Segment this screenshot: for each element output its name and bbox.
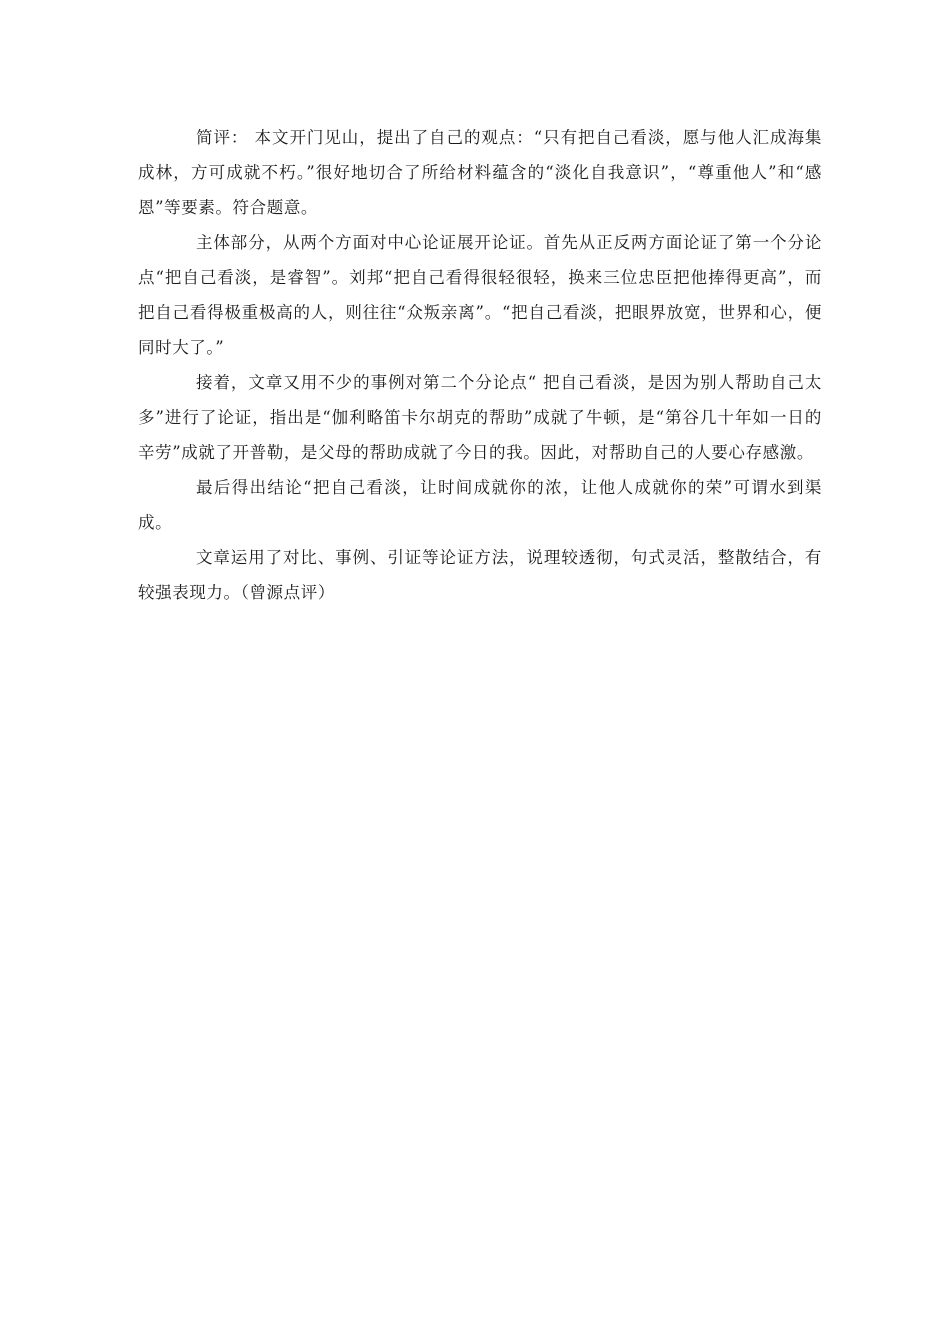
paragraph-conclusion: 最后得出结论“把自己看淡，让时间成就你的浓，让他人成就你的荣”可谓水到渠成。 [138, 478, 822, 532]
commentary-text [138, 120, 822, 610]
paragraph-second-point: 接着，文章又用不少的事例对第二个分论点“ 把自己看淡，是因为别人帮助自己太多”进行了论证，指出是“伽利略笛卡尔胡克的帮助”成就了牛顿，是“第谷几十年如一日的辛劳”成就了开普勒，是父母的帮助成就了今日的我。因此，对帮助自己的人要心存感激。 [138, 373, 822, 462]
paragraph-methods: 文章运用了对比、事例、引证等论证方法，说理较透彻，句式灵活，整散结合，有较强表现力。（曾源点评） [138, 548, 822, 602]
paragraph-main-body: 主体部分，从两个方面对中心论证展开论证。首先从正反两方面论证了第一个分论点“把自己看淡，是睿智”。刘邦“把自己看得很轻很轻，换来三位忠臣把他捧得更高”，而把自己看得极重极高的人，则往往“众叛亲离”。“把自己看淡，把眼界放宽，世界和心，便同时大了。” [138, 233, 822, 357]
paragraph-intro-comment: 简评： 本文开门见山，提出了自己的观点：“只有把自己看淡，愿与他人汇成海集成林，方可成就不朽。”很好地切合了所给材料蕴含的“淡化自我意识”，“尊重他人”和“感恩”等要素。符合题意。 [138, 128, 822, 217]
